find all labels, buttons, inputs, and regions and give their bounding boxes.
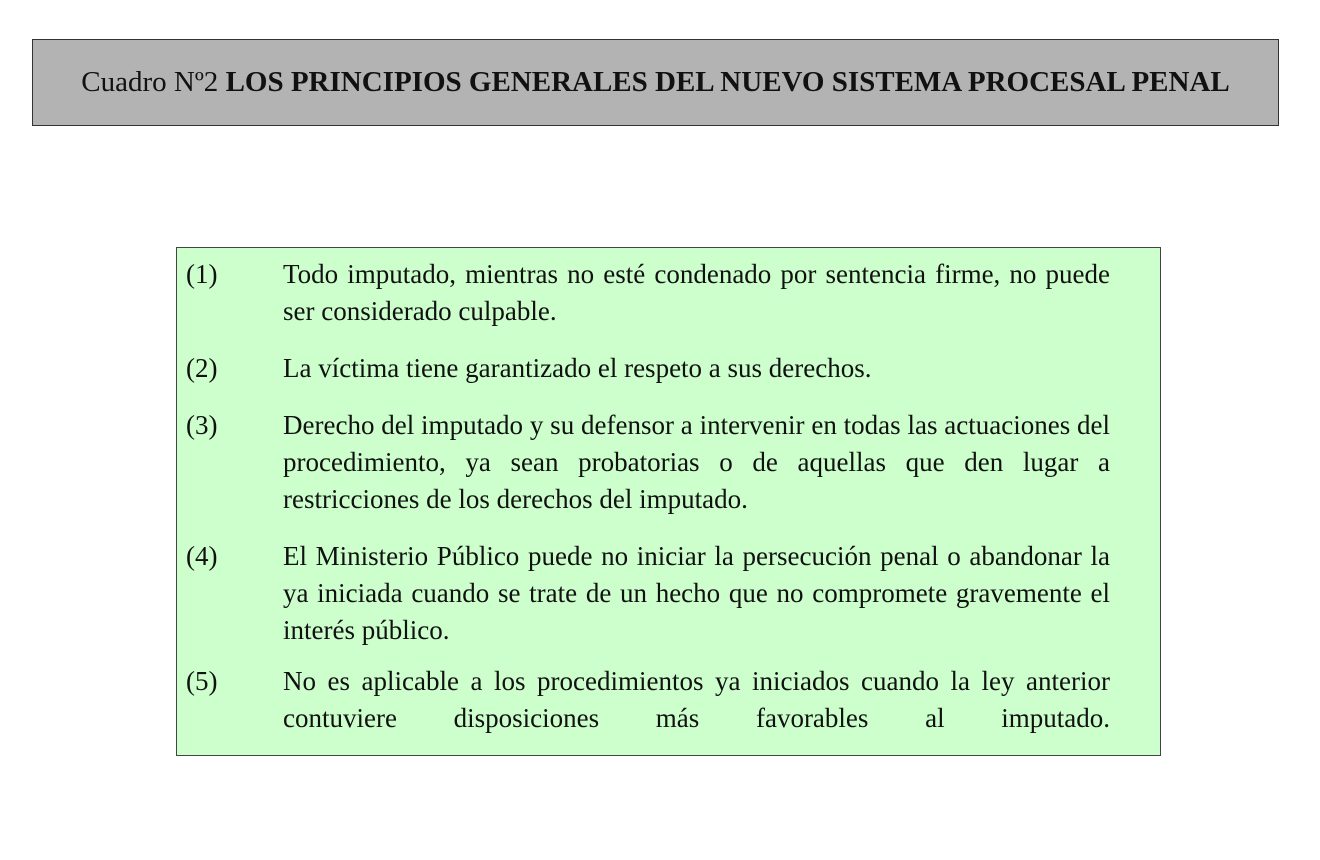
- principle-number: (1): [186, 259, 218, 289]
- principle-item: [186, 538, 1110, 649]
- principle-text: El Ministerio Público puede no iniciar la persecución penal o abandonar la ya iniciada cuando se trate de un hecho que no compromete gravemente el interés público.: [283, 541, 1110, 645]
- principle-text: La víctima tiene garantizado el respeto a sus derechos.: [283, 353, 872, 383]
- principle-number: (4): [186, 541, 218, 571]
- principle-text: Derecho del imputado y su defensor a intervenir en todas las actuaciones del procedimiento, ya sean probatorias o de aquellas que den lugar a restricciones de los derechos del imputado.: [283, 410, 1110, 514]
- principle-number: (3): [186, 410, 218, 440]
- title-main: LOS PRINCIPIOS GENERALES DEL NUEVO SISTEMA PROCESAL PENAL: [225, 66, 1230, 98]
- principle-item: [186, 663, 1110, 737]
- principle-item: [186, 350, 1110, 387]
- title-prefix: Cuadro Nº2: [81, 66, 226, 98]
- principle-text: Todo imputado, mientras no esté condenado por sentencia firme, no puede ser considerado culpable.: [283, 259, 1110, 326]
- principle-item: [186, 407, 1110, 518]
- principle-text: No es aplicable a los procedimientos ya iniciados cuando la ley anterior contuviere disposiciones más favorables al imputado.: [283, 666, 1110, 733]
- title-box: [32, 39, 1279, 126]
- page-title: [41, 64, 1270, 101]
- principle-number: (5): [186, 666, 218, 696]
- principles-box: [176, 247, 1161, 756]
- principle-number: (2): [186, 353, 218, 383]
- principle-item: [186, 256, 1110, 330]
